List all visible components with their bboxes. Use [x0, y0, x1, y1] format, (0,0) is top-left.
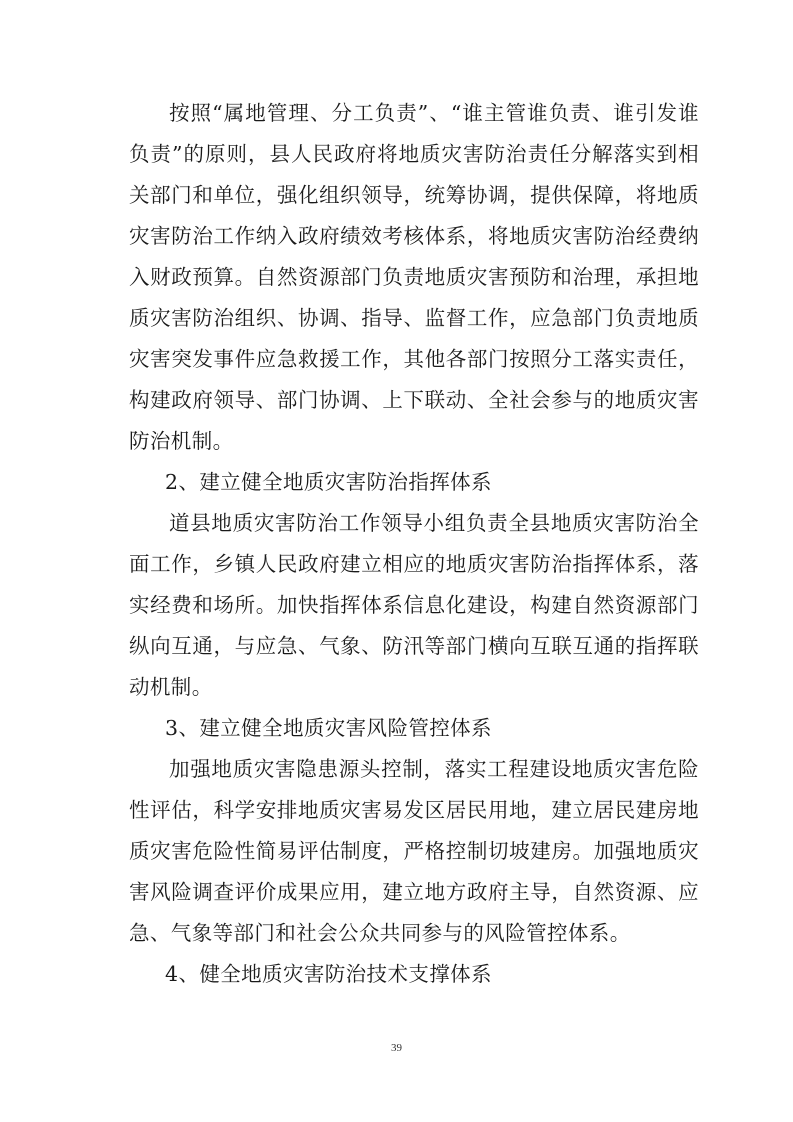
section-heading-2: 2、建立健全地质灾害防治指挥体系	[165, 470, 492, 494]
section-heading-3: 3、建立健全地质灾害风险管控体系	[165, 716, 492, 740]
paragraph-3-line-2: 性评估，科学安排地质灾害易发区居民用地，建立居民建房地	[129, 798, 699, 822]
paragraph-2-line-4: 纵向互通，与应急、气象、防汛等部门横向互联互通的指挥联	[129, 634, 699, 658]
paragraph-3-line-1: 加强地质灾害隐患源头控制，落实工程建设地质灾害危险	[169, 757, 699, 781]
paragraph-2-line-5: 动机制。	[129, 675, 213, 699]
paragraph-1-line-6: 质灾害防治组织、协调、指导、监督工作，应急部门负责地质	[129, 306, 699, 330]
paragraph-2-line-1: 道县地质灾害防治工作领导小组负责全县地质灾害防治全	[169, 511, 699, 535]
section-heading-4: 4、健全地质灾害防治技术支撑体系	[165, 962, 492, 986]
paragraph-1-line-4: 灾害防治工作纳入政府绩效考核体系，将地质灾害防治经费纳	[129, 224, 699, 248]
page-number: 39	[391, 1042, 402, 1054]
paragraph-3-line-5: 急、气象等部门和社会公众共同参与的风险管控体系。	[129, 921, 631, 945]
paragraph-2-line-2: 面工作，乡镇人民政府建立相应的地质灾害防治指挥体系，落	[129, 552, 699, 576]
paragraph-1-line-9: 防治机制。	[129, 429, 234, 453]
paragraph-1-line-1: 按照“属地管理、分工负责”、“谁主管谁负责、谁引发谁	[169, 101, 699, 125]
paragraph-1-line-3: 关部门和单位，强化组织领导，统筹协调，提供保障，将地质	[129, 183, 699, 207]
paragraph-2-line-3: 实经费和场所。加快指挥体系信息化建设，构建自然资源部门	[129, 593, 699, 617]
paragraph-1-line-7: 灾害突发事件应急救援工作，其他各部门按照分工落实责任，	[129, 347, 699, 371]
paragraph-1-line-8: 构建政府领导、部门协调、上下联动、全社会参与的地质灾害	[129, 388, 699, 412]
paragraph-3-line-3: 质灾害危险性简易评估制度，严格控制切坡建房。加强地质灾	[129, 839, 699, 863]
paragraph-1-line-5: 入财政预算。自然资源部门负责地质灾害预防和治理，承担地	[129, 265, 699, 289]
paragraph-1-line-2: 负责”的原则，县人民政府将地质灾害防治责任分解落实到相	[129, 142, 699, 166]
paragraph-3-line-4: 害风险调查评价成果应用，建立地方政府主导，自然资源、应	[129, 880, 699, 904]
